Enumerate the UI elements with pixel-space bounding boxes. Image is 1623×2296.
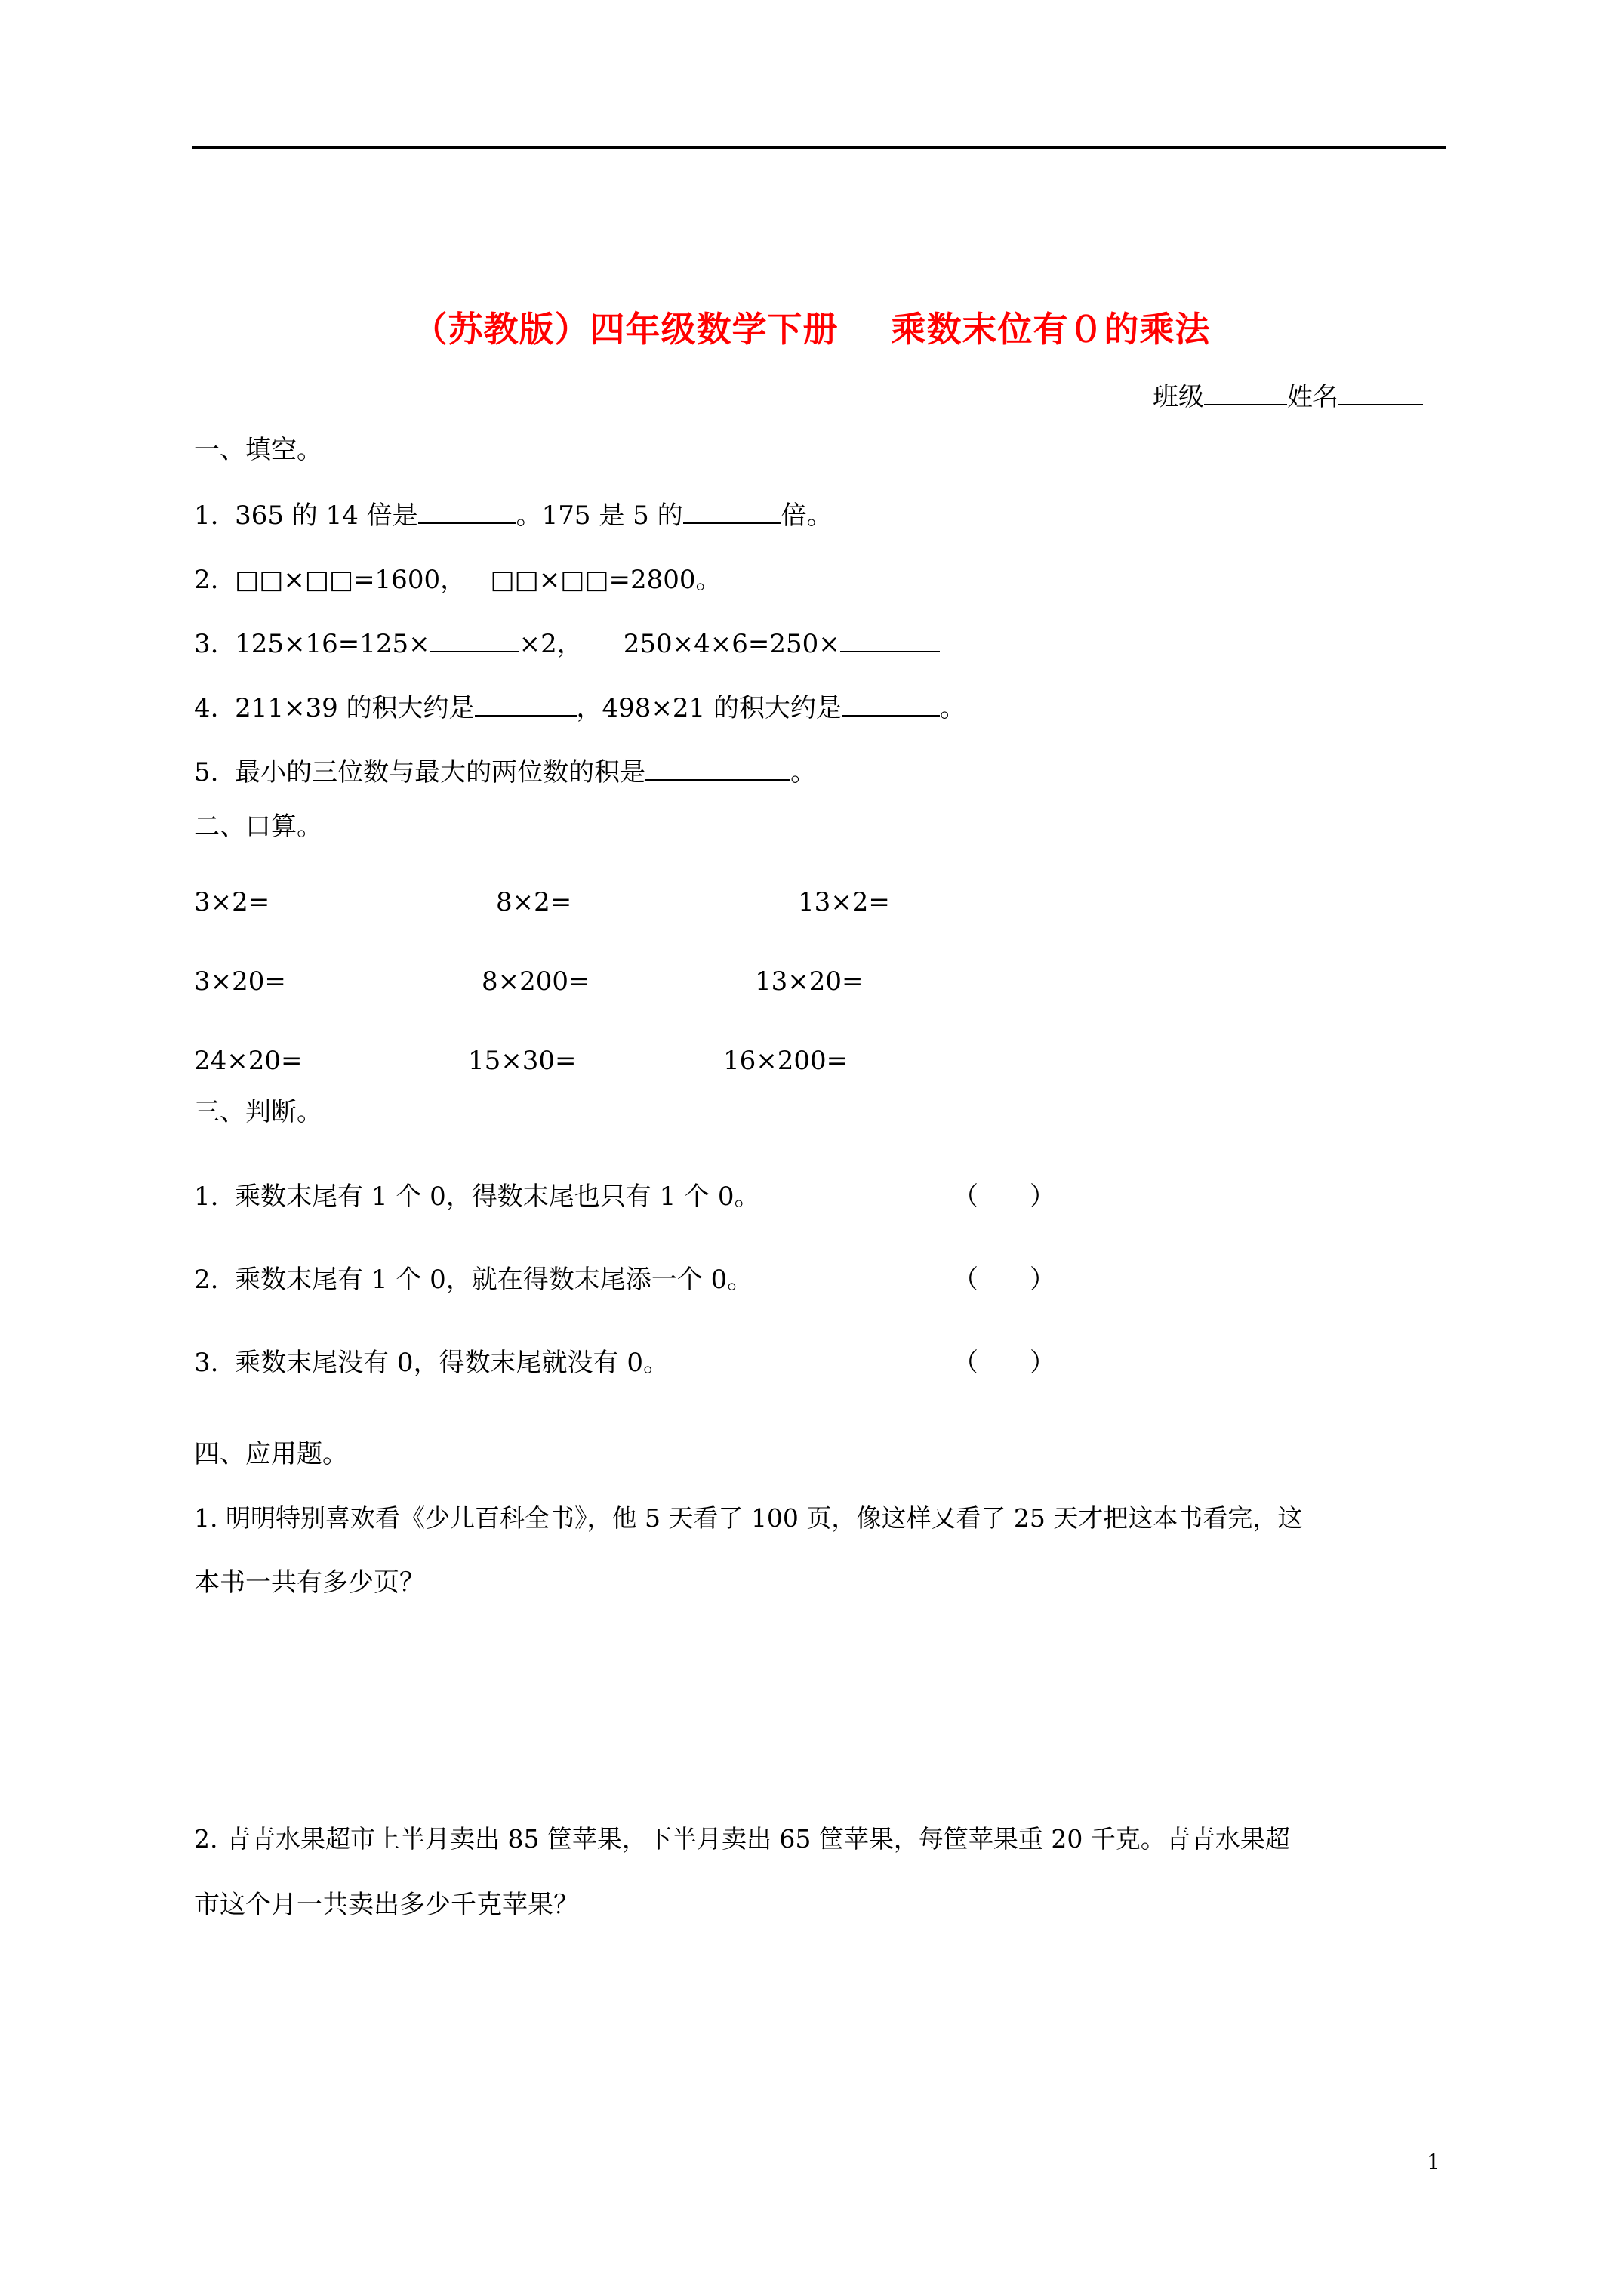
name-label: 姓名 xyxy=(1287,382,1338,412)
question-text: 125×16=125× xyxy=(235,629,430,659)
title-part-2: 乘数末位有０的乘法 xyxy=(891,309,1211,350)
oral-item: 16×200= xyxy=(723,1046,848,1076)
answer-blank[interactable] xyxy=(430,628,519,652)
question-number: 1. xyxy=(194,501,219,531)
question-number: 5. xyxy=(194,757,219,787)
section-oral-heading: 二、口算。 xyxy=(194,812,322,842)
question-text: 250×4×6=250× xyxy=(623,629,840,659)
page-title xyxy=(0,302,1623,352)
question-number: 3. xyxy=(194,1348,219,1378)
oral-item: 8×200= xyxy=(482,966,590,997)
answer-blank[interactable] xyxy=(840,628,940,652)
title-part-1: （苏教版）四年级数学下册 xyxy=(412,309,839,350)
oral-item: 3×2= xyxy=(194,887,270,917)
oral-item: 8×2= xyxy=(496,887,572,917)
oral-item: 3×20= xyxy=(194,966,286,997)
question-text: ，498×21 的积大约是 xyxy=(576,693,842,723)
judge-item-1 xyxy=(194,1176,759,1213)
answer-blank[interactable] xyxy=(645,757,790,781)
section-judge-heading: 三、判断。 xyxy=(194,1097,322,1127)
answer-paren[interactable]: （ ） xyxy=(953,1348,1055,1378)
question-text: 。 xyxy=(790,757,817,787)
question-number: 1. xyxy=(194,1182,219,1212)
question-text: 。 xyxy=(940,693,966,723)
question-text: □□×□□=2800。 xyxy=(490,565,722,595)
fill-question-4 xyxy=(194,687,965,724)
oral-item: 15×30= xyxy=(468,1046,577,1076)
question-text: 211×39 的积大约是 xyxy=(235,693,475,723)
answer-blank[interactable] xyxy=(842,692,940,717)
oral-item: 13×2= xyxy=(798,887,890,917)
question-number: 2. xyxy=(194,565,219,595)
question-text: 365 的 14 倍是 xyxy=(235,501,418,531)
question-number: 3. xyxy=(194,629,219,659)
oral-item: 24×20= xyxy=(194,1046,303,1076)
word-problem-1-line-1: 1. 明明特别喜欢看《少儿百科全书》，他 5 天看了 100 页，像这样又看了 25 天才把这本书看完，这 xyxy=(194,1503,1303,1533)
class-name-line xyxy=(1153,376,1423,413)
question-text: 倍。 xyxy=(781,501,833,531)
answer-blank[interactable] xyxy=(475,692,577,717)
word-problem-1-line-2: 本书一共有多少页？ xyxy=(194,1567,425,1598)
oral-item: 13×20= xyxy=(755,966,864,997)
header-rule xyxy=(192,146,1446,149)
question-text: □□×□□=1600， xyxy=(235,565,467,595)
answer-blank[interactable] xyxy=(683,500,781,524)
section-fill-heading: 一、填空。 xyxy=(194,435,322,465)
word-problem-2-line-2: 市这个月一共卖出多少千克苹果？ xyxy=(194,1890,579,1920)
question-text: 乘数末尾有 1 个 0，就在得数末尾添一个 0。 xyxy=(235,1265,753,1295)
fill-question-3 xyxy=(194,623,940,660)
question-number: 4. xyxy=(194,693,219,723)
question-text: 。175 是 5 的 xyxy=(516,501,683,531)
judge-item-3 xyxy=(194,1342,669,1379)
question-text: 乘数末尾有 1 个 0，得数末尾也只有 1 个 0。 xyxy=(235,1182,760,1212)
fill-question-5 xyxy=(194,751,816,788)
question-text: ×2， xyxy=(519,629,583,659)
answer-blank[interactable] xyxy=(418,500,516,524)
fill-question-2 xyxy=(194,559,722,596)
judge-item-2 xyxy=(194,1259,753,1296)
class-label: 班级 xyxy=(1153,382,1204,412)
page-number: 1 xyxy=(1427,2150,1440,2174)
question-text: 乘数末尾没有 0，得数末尾就没有 0。 xyxy=(235,1348,669,1378)
section-apply-heading: 四、应用题。 xyxy=(194,1439,348,1469)
class-blank[interactable] xyxy=(1204,381,1287,405)
question-text: 最小的三位数与最大的两位数的积是 xyxy=(235,757,646,787)
fill-question-1 xyxy=(194,495,833,532)
answer-paren[interactable]: （ ） xyxy=(953,1182,1055,1212)
question-number: 2. xyxy=(194,1265,219,1295)
answer-paren[interactable]: （ ） xyxy=(953,1265,1055,1295)
word-problem-2-line-1: 2. 青青水果超市上半月卖出 85 筐苹果，下半月卖出 65 筐苹果，每筐苹果重 20 千克。青青水果超 xyxy=(194,1824,1290,1854)
name-blank[interactable] xyxy=(1338,381,1423,405)
